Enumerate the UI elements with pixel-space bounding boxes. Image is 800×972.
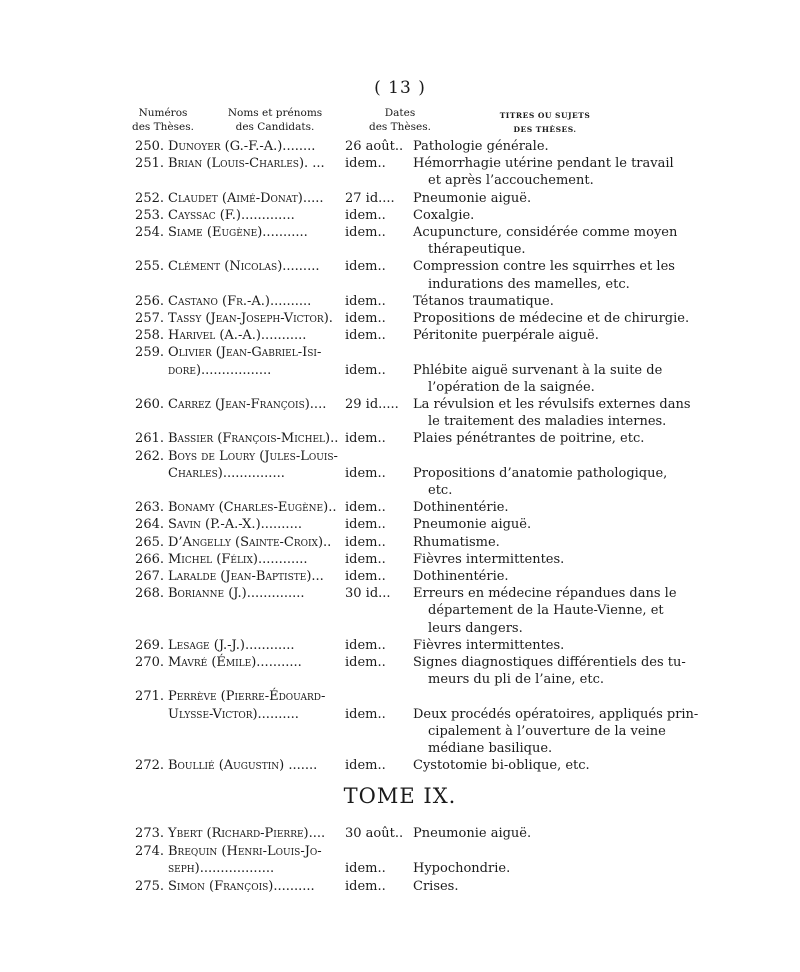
thesis-title: Plaies pénétrantes de poitrine, etc. <box>413 431 645 447</box>
thesis-date: idem.. <box>345 551 386 567</box>
candidate-name: Dunoyer (G.-F.-A.)........ <box>168 139 316 154</box>
header-numeros-line2: des Thèses. <box>132 121 194 133</box>
thesis-number: 254. <box>135 225 164 240</box>
thesis-title: Coxalgie. <box>413 207 475 223</box>
candidate-name: Castano (Fr.-A.).......... <box>168 293 312 309</box>
candidate-name: Laralde (Jean-Baptiste)... <box>168 569 324 584</box>
thesis-date: idem.. <box>345 534 386 550</box>
page-number: ( 13 ) <box>374 78 426 98</box>
thesis-number: 271. <box>135 689 164 705</box>
thesis-title-continued: le traitement des maladies internes. <box>428 414 667 430</box>
candidate-name: Claudet (Aimé-Donat)..... <box>168 190 324 206</box>
thesis-title-continued: leurs dangers. <box>428 620 523 636</box>
candidate-name: Michel (Félix)............ <box>168 551 308 567</box>
thesis-title-continued: médiane basilique. <box>428 741 553 756</box>
thesis-title: Dothinentérie. <box>413 500 509 516</box>
thesis-number: 269. <box>135 637 164 653</box>
candidate-name: Ybert (Richard-Pierre).... <box>168 826 326 841</box>
thesis-title: Dothinentérie. <box>413 569 509 584</box>
candidate-name: Perrève (Pierre-Édouard- <box>168 689 326 705</box>
thesis-date: idem.. <box>345 259 386 275</box>
candidate-name: Simon (François).......... <box>168 878 315 894</box>
candidate-name: D’Angelly (Sainte-Croix).. <box>168 534 332 550</box>
candidate-name: Bonamy (Charles-Eugène).. <box>168 500 337 516</box>
thesis-date: 29 id..... <box>345 397 399 412</box>
thesis-number: 260. <box>135 397 164 412</box>
thesis-number: 264. <box>135 517 164 533</box>
thesis-title: Acupuncture, considérée comme moyen <box>413 225 678 240</box>
thesis-date: idem.. <box>345 861 386 876</box>
thesis-title: Pneumonie aiguë. <box>413 826 532 841</box>
candidate-name: seph).................. <box>168 861 275 876</box>
thesis-date: idem.. <box>345 500 386 516</box>
thesis-date: idem.. <box>345 207 386 223</box>
thesis-number: 272. <box>135 758 164 774</box>
thesis-number: 262. <box>135 448 164 464</box>
thesis-date: idem.. <box>345 758 386 774</box>
candidate-name: dore)................. <box>168 362 272 378</box>
thesis-date: idem.. <box>345 465 386 481</box>
thesis-date: idem.. <box>345 431 386 447</box>
candidate-name: Clément (Nicolas)......... <box>168 259 320 275</box>
thesis-number: 270. <box>135 655 164 670</box>
header-dates <box>355 106 445 134</box>
thesis-title: Deux procédés opératoires, appliqués prin- <box>413 706 699 722</box>
thesis-date: idem.. <box>345 878 386 894</box>
candidate-name: Brian (Louis-Charles). ... <box>168 156 325 172</box>
thesis-title: Fièvres intermittentes. <box>413 637 565 653</box>
thesis-title: Signes diagnostiques différentiels des tu- <box>413 655 686 670</box>
thesis-number: 256. <box>135 293 164 309</box>
thesis-title-continued: meurs du pli de l’aine, etc. <box>428 672 605 688</box>
candidate-name: Harivel (A.-A.)........... <box>168 328 307 344</box>
thesis-title: Fièvres intermittentes. <box>413 551 565 567</box>
header-titres-line2: DES THÈSES. <box>513 125 577 134</box>
thesis-date: idem.. <box>345 293 386 309</box>
header-numeros <box>118 106 208 134</box>
candidate-name: Boys de Loury (Jules-Louis- <box>168 448 338 464</box>
thesis-date: idem.. <box>345 362 386 378</box>
thesis-title: La révulsion et les révulsifs externes dans <box>413 397 691 412</box>
candidate-name: Bassier (François-Michel).. <box>168 431 339 447</box>
thesis-date: idem.. <box>345 328 386 344</box>
thesis-title: Compression contre les squirrhes et les <box>413 259 675 275</box>
candidate-name: Ulysse-Victor).......... <box>168 706 299 722</box>
thesis-number: 252. <box>135 190 164 206</box>
thesis-title: Tétanos traumatique. <box>413 293 554 309</box>
thesis-number: 258. <box>135 328 164 344</box>
header-dates-line2: des Thèses. <box>369 121 431 133</box>
header-numeros-line1: Numéros <box>138 107 188 119</box>
thesis-number: 263. <box>135 500 164 516</box>
thesis-title: Pneumonie aiguë. <box>413 517 532 533</box>
thesis-date: idem.. <box>345 517 386 533</box>
thesis-number: 266. <box>135 551 164 567</box>
thesis-title: Rhumatisme. <box>413 534 500 550</box>
thesis-date: idem.. <box>345 311 386 326</box>
thesis-title: Pneumonie aiguë. <box>413 190 532 206</box>
candidate-name: Carrez (Jean-François).... <box>168 397 327 412</box>
thesis-title-continued: etc. <box>428 483 453 498</box>
thesis-date: idem.. <box>345 637 386 653</box>
thesis-title: Hémorrhagie utérine pendant le travail <box>413 156 674 172</box>
thesis-title: Cystotomie bi-oblique, etc. <box>413 758 590 774</box>
thesis-title: Crises. <box>413 878 459 894</box>
thesis-number: 267. <box>135 569 164 584</box>
thesis-date: idem.. <box>345 655 386 670</box>
thesis-date: idem.. <box>345 225 386 240</box>
thesis-number: 253. <box>135 207 164 223</box>
header-noms-line2: des Candidats. <box>235 121 315 133</box>
candidate-name: Savin (P.-A.-X.).......... <box>168 517 302 533</box>
thesis-title-continued: département de la Haute-Vienne, et <box>428 603 664 619</box>
candidate-name: Lesage (J.-J.)............ <box>168 637 295 653</box>
thesis-title-continued: et après l’accouchement. <box>428 173 594 189</box>
thesis-title-continued: thérapeutique. <box>428 242 526 258</box>
thesis-number: 261. <box>135 431 164 447</box>
thesis-title-continued: indurations des mamelles, etc. <box>428 276 630 292</box>
thesis-number: 274. <box>135 843 164 859</box>
thesis-number: 257. <box>135 311 164 326</box>
thesis-title: Propositions d’anatomie pathologique, <box>413 465 668 481</box>
thesis-date: idem.. <box>345 156 386 172</box>
thesis-title-continued: l’opération de la saignée. <box>428 379 595 395</box>
thesis-date: idem.. <box>345 569 386 584</box>
thesis-number: 268. <box>135 586 164 602</box>
candidate-name: Borianne (J.).............. <box>168 586 305 602</box>
thesis-title: Pathologie générale. <box>413 139 549 154</box>
header-noms <box>215 106 335 134</box>
candidate-name: Charles)............... <box>168 465 285 481</box>
thesis-title: Erreurs en médecine répandues dans le <box>413 586 677 602</box>
thesis-date: idem.. <box>345 706 386 722</box>
thesis-number: 250. <box>135 139 164 154</box>
thesis-date: 30 id... <box>345 586 391 602</box>
thesis-title: Hypochondrie. <box>413 861 511 876</box>
candidate-name: Boullié (Augustin) ....... <box>168 758 318 774</box>
thesis-date: 27 id.... <box>345 190 395 206</box>
thesis-number: 259. <box>135 345 164 361</box>
thesis-date: 30 août.. <box>345 826 404 841</box>
candidate-name: Siame (Eugène)........... <box>168 225 308 240</box>
thesis-number: 265. <box>135 534 164 550</box>
thesis-number: 275. <box>135 878 164 894</box>
thesis-title: Phlébite aiguë survenant à la suite de <box>413 362 663 378</box>
thesis-number: 251. <box>135 156 164 172</box>
candidate-name: Cayssac (F.)............. <box>168 207 295 223</box>
candidate-name: Tassy (Jean-Joseph-Victor). <box>168 311 333 326</box>
thesis-title: Propositions de médecine et de chirurgie. <box>413 311 690 326</box>
thesis-number: 255. <box>135 259 164 275</box>
thesis-number: 273. <box>135 826 164 841</box>
header-titres-line1: TITRES OU SUJETS <box>499 111 591 120</box>
thesis-title: Péritonite puerpérale aiguë. <box>413 328 599 344</box>
section-title: TOME IX. <box>343 784 457 808</box>
candidate-name: Brequin (Henri-Louis-Jo- <box>168 843 322 859</box>
candidate-name: Mavré (Émile)........... <box>168 655 302 670</box>
header-noms-line1: Noms et prénoms <box>227 107 323 119</box>
candidate-name: Olivier (Jean-Gabriel-Isi- <box>168 345 322 361</box>
header-titres <box>490 109 600 137</box>
header-dates-line1: Dates <box>384 107 416 119</box>
thesis-date: 26 août.. <box>345 139 404 154</box>
thesis-title-continued: cipalement à l’ouverture de la veine <box>428 723 666 739</box>
